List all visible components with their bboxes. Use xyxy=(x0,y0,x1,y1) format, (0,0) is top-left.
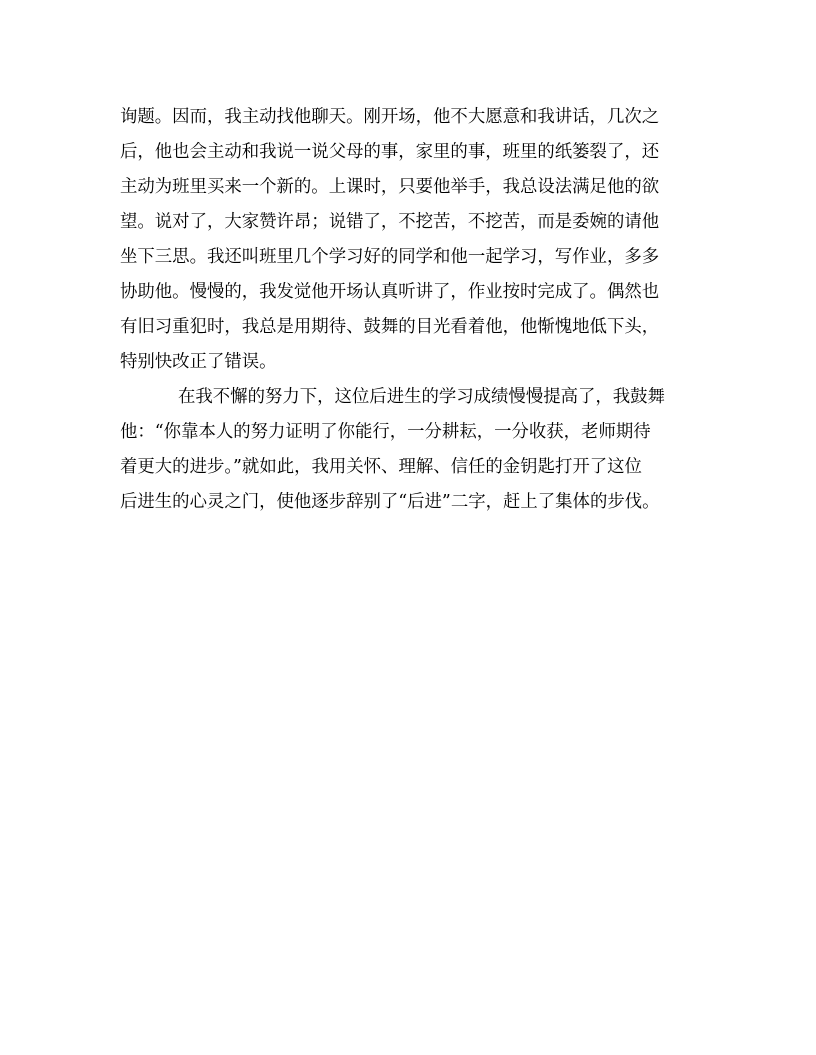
text-line: 坐下三思。我还叫班里几个学习好的同学和他一起学习，写作业，多多 xyxy=(120,247,660,267)
text-line: 有旧习重犯时，我总是用期待、鼓舞的目光看着他，他惭愧地低下头， xyxy=(120,317,660,337)
text-line: 后，他也会主动和我说一说父母的事，家里的事，班里的纸篓裂了，还 xyxy=(120,142,660,162)
text-line: 在我不懈的努力下，这位后进生的学习成绩慢慢提高了，我鼓舞 xyxy=(178,387,665,407)
text-line: 他：“你靠本人的努力证明了你能行，一分耕耘，一分收获，老师期待 xyxy=(120,422,651,442)
text-line: 协助他。慢慢的，我发觉他开场认真听讲了，作业按时完成了。偶然也 xyxy=(120,282,660,302)
body-text xyxy=(120,100,720,520)
text-line: 望。说对了，大家赞许昂；说错了，不挖苦，不挖苦，而是委婉的请他 xyxy=(120,212,660,232)
text-line: 特别快改正了错误。 xyxy=(120,352,277,372)
text-line: 后进生的心灵之门，使他逐步辞别了“后进”二字，赶上了集体的步伐。 xyxy=(120,492,660,512)
text-line: 询题。因而，我主动找他聊天。刚开场，他不大愿意和我讲话，几次之 xyxy=(120,107,660,127)
text-line: 着更大的进步。”就如此，我用关怀、理解、信任的金钥匙打开了这位 xyxy=(120,457,642,477)
text-line: 主动为班里买来一个新的。上课时，只要他举手，我总设法满足他的欲 xyxy=(120,177,660,197)
